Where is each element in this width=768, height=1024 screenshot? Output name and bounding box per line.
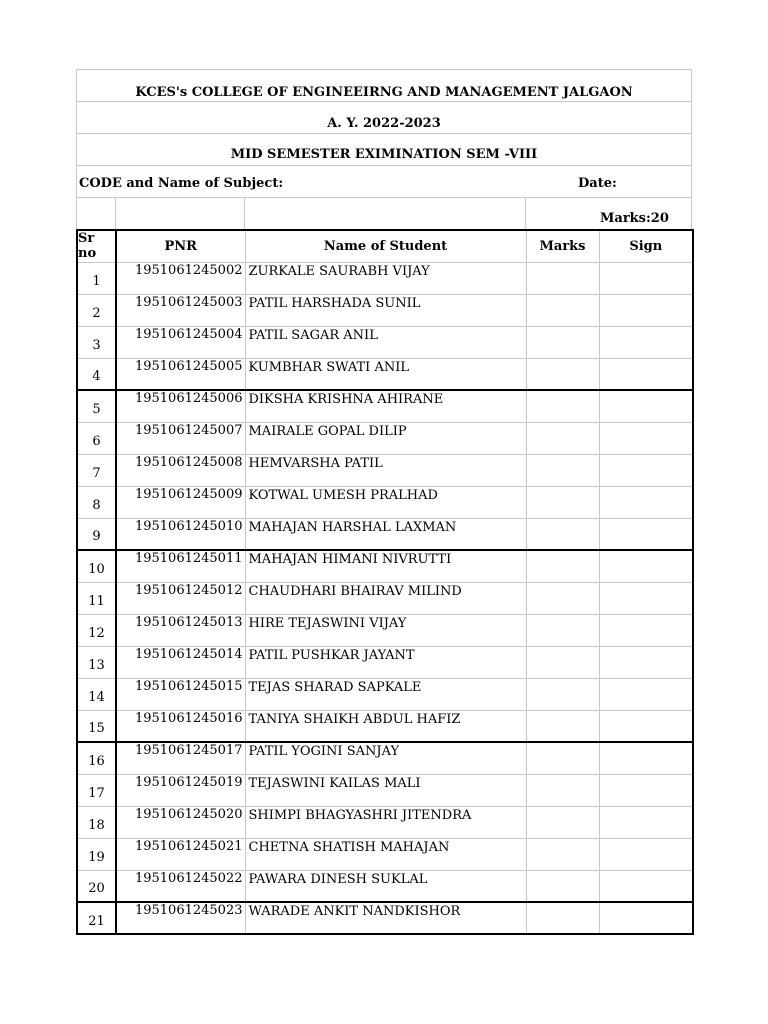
pnr-cell: 1951061245008 [116, 454, 245, 486]
sr-no-cell: 21 [77, 902, 116, 934]
table-row [77, 358, 693, 390]
pnr-cell: 1951061245023 [116, 902, 245, 934]
subject-label: CODE and Name of Subject: [79, 176, 284, 191]
marks-cell[interactable] [526, 710, 599, 742]
student-name-cell: TEJAS SHARAD SAPKALE [245, 678, 526, 710]
student-name-cell: KOTWAL UMESH PRALHAD [245, 486, 526, 518]
col-header-pnr: PNR [116, 230, 245, 262]
student-name-cell: ZURKALE SAURABH VIJAY [245, 262, 526, 294]
sr-no-cell: 19 [77, 838, 116, 870]
pnr-cell: 1951061245002 [116, 262, 245, 294]
sign-cell[interactable] [599, 262, 693, 294]
pnr-cell: 1951061245022 [116, 870, 245, 902]
table-row [77, 774, 693, 806]
pnr-cell: 1951061245006 [116, 390, 245, 422]
sign-cell[interactable] [599, 390, 693, 422]
pnr-cell: 1951061245019 [116, 774, 245, 806]
marks-cell[interactable] [526, 390, 599, 422]
sr-no-cell: 8 [77, 486, 116, 518]
table-header-row [77, 230, 693, 262]
sign-cell[interactable] [599, 710, 693, 742]
pnr-cell: 1951061245014 [116, 646, 245, 678]
subject-date-row [76, 165, 692, 197]
max-marks-label: Marks:20 [600, 211, 669, 226]
table-row [77, 870, 693, 902]
marks-cell[interactable] [526, 486, 599, 518]
student-name-cell: PATIL PUSHKAR JAYANT [245, 646, 526, 678]
sr-no-cell: 6 [77, 422, 116, 454]
table-row [77, 326, 693, 358]
marks-cell[interactable] [526, 422, 599, 454]
pnr-cell: 1951061245004 [116, 326, 245, 358]
table-row [77, 678, 693, 710]
sign-cell[interactable] [599, 646, 693, 678]
cell-divider [115, 198, 116, 229]
sign-cell[interactable] [599, 678, 693, 710]
pnr-cell: 1951061245017 [116, 742, 245, 774]
marks-cell[interactable] [526, 358, 599, 390]
marks-cell[interactable] [526, 806, 599, 838]
sign-cell[interactable] [599, 294, 693, 326]
col-header-sr-no: Sr no [77, 230, 116, 262]
student-name-cell: PATIL YOGINI SANJAY [245, 742, 526, 774]
table-row [77, 646, 693, 678]
col-header-sign: Sign [599, 230, 693, 262]
date-label: Date: [578, 176, 617, 191]
sign-cell[interactable] [599, 550, 693, 582]
sr-no-cell: 9 [77, 518, 116, 550]
student-name-cell: MAHAJAN HARSHAL LAXMAN [245, 518, 526, 550]
marks-cell[interactable] [526, 678, 599, 710]
marks-cell[interactable] [526, 902, 599, 934]
sign-cell[interactable] [599, 614, 693, 646]
table-body [77, 262, 693, 934]
marks-cell[interactable] [526, 550, 599, 582]
sr-no-cell: 3 [77, 326, 116, 358]
table-row [77, 550, 693, 582]
marks-cell[interactable] [526, 614, 599, 646]
exam-title: MID SEMESTER EXIMINATION SEM -VIII [230, 147, 538, 162]
table-row [77, 486, 693, 518]
sr-no-cell: 14 [77, 678, 116, 710]
sign-cell[interactable] [599, 838, 693, 870]
student-name-cell: SHIMPI BHAGYASHRI JITENDRA [245, 806, 526, 838]
marks-cell[interactable] [526, 646, 599, 678]
pnr-cell: 1951061245016 [116, 710, 245, 742]
col-header-name: Name of Student [245, 230, 526, 262]
sr-no-cell: 5 [77, 390, 116, 422]
student-name-cell: HEMVARSHA PATIL [245, 454, 526, 486]
table-row [77, 390, 693, 422]
student-name-cell: PATIL HARSHADA SUNIL [245, 294, 526, 326]
marks-cell[interactable] [526, 742, 599, 774]
pnr-cell: 1951061245013 [116, 614, 245, 646]
pnr-cell: 1951061245011 [116, 550, 245, 582]
sign-cell[interactable] [599, 326, 693, 358]
marks-cell[interactable] [526, 326, 599, 358]
marks-cell[interactable] [526, 838, 599, 870]
sr-no-cell: 18 [77, 806, 116, 838]
sr-no-cell: 20 [77, 870, 116, 902]
sr-no-cell: 15 [77, 710, 116, 742]
pnr-cell: 1951061245012 [116, 582, 245, 614]
sr-no-cell: 17 [77, 774, 116, 806]
sr-no-cell: 16 [77, 742, 116, 774]
sign-cell[interactable] [599, 742, 693, 774]
sign-cell[interactable] [599, 486, 693, 518]
student-name-cell: PATIL SAGAR ANIL [245, 326, 526, 358]
sr-no-cell: 4 [77, 358, 116, 390]
sign-cell[interactable] [599, 422, 693, 454]
attendance-sheet [76, 69, 692, 935]
pnr-cell: 1951061245009 [116, 486, 245, 518]
sr-no-cell: 11 [77, 582, 116, 614]
pnr-cell: 1951061245020 [116, 806, 245, 838]
sign-cell[interactable] [599, 454, 693, 486]
table-row [77, 806, 693, 838]
pnr-cell: 1951061245007 [116, 422, 245, 454]
table-row [77, 742, 693, 774]
sr-no-cell: 10 [77, 550, 116, 582]
academic-year: A. Y. 2022-2023 [327, 116, 441, 131]
sr-no-cell: 13 [77, 646, 116, 678]
pnr-cell: 1951061245021 [116, 838, 245, 870]
student-table [76, 229, 694, 935]
sign-cell[interactable] [599, 870, 693, 902]
table-row [77, 582, 693, 614]
college-name: KCES's COLLEGE OF ENGINEEIRNG AND MANAGEMENT JALGAON [135, 85, 633, 100]
student-name-cell: KUMBHAR SWATI ANIL [245, 358, 526, 390]
academic-year-row [76, 101, 692, 133]
sr-no-cell: 12 [77, 614, 116, 646]
marks-cell[interactable] [526, 870, 599, 902]
exam-title-row [76, 133, 692, 165]
sign-cell[interactable] [599, 774, 693, 806]
marks-cell[interactable] [526, 454, 599, 486]
pnr-cell: 1951061245010 [116, 518, 245, 550]
sign-cell[interactable] [599, 518, 693, 550]
sign-cell[interactable] [599, 902, 693, 934]
cell-divider [244, 198, 245, 229]
marks-cell[interactable] [526, 582, 599, 614]
table-row [77, 518, 693, 550]
student-name-cell: WARADE ANKIT NANDKISHOR [245, 902, 526, 934]
marks-cell[interactable] [526, 262, 599, 294]
student-name-cell: MAHAJAN HIMANI NIVRUTTI [245, 550, 526, 582]
marks-cell[interactable] [526, 294, 599, 326]
student-name-cell: CHAUDHARI BHAIRAV MILIND [245, 582, 526, 614]
student-name-cell: MAIRALE GOPAL DILIP [245, 422, 526, 454]
sr-no-cell: 2 [77, 294, 116, 326]
table-row [77, 422, 693, 454]
sign-cell[interactable] [599, 806, 693, 838]
col-header-marks: Marks [526, 230, 599, 262]
marks-info-row [76, 197, 692, 229]
student-name-cell: DIKSHA KRISHNA AHIRANE [245, 390, 526, 422]
pnr-cell: 1951061245003 [116, 294, 245, 326]
student-name-cell: HIRE TEJASWINI VIJAY [245, 614, 526, 646]
pnr-cell: 1951061245015 [116, 678, 245, 710]
table-row [77, 902, 693, 934]
table-row [77, 294, 693, 326]
student-name-cell: PAWARA DINESH SUKLAL [245, 870, 526, 902]
sr-no-cell: 1 [77, 262, 116, 294]
sign-cell[interactable] [599, 582, 693, 614]
table-row [77, 710, 693, 742]
table-row [77, 454, 693, 486]
student-name-cell: CHETNA SHATISH MAHAJAN [245, 838, 526, 870]
sign-cell[interactable] [599, 358, 693, 390]
table-row [77, 262, 693, 294]
college-name-row [76, 69, 692, 101]
table-row [77, 614, 693, 646]
student-name-cell: TEJASWINI KAILAS MALI [245, 774, 526, 806]
cell-divider [525, 198, 526, 229]
marks-cell[interactable] [526, 774, 599, 806]
table-row [77, 838, 693, 870]
marks-cell[interactable] [526, 518, 599, 550]
sr-no-cell: 7 [77, 454, 116, 486]
student-name-cell: TANIYA SHAIKH ABDUL HAFIZ [245, 710, 526, 742]
pnr-cell: 1951061245005 [116, 358, 245, 390]
